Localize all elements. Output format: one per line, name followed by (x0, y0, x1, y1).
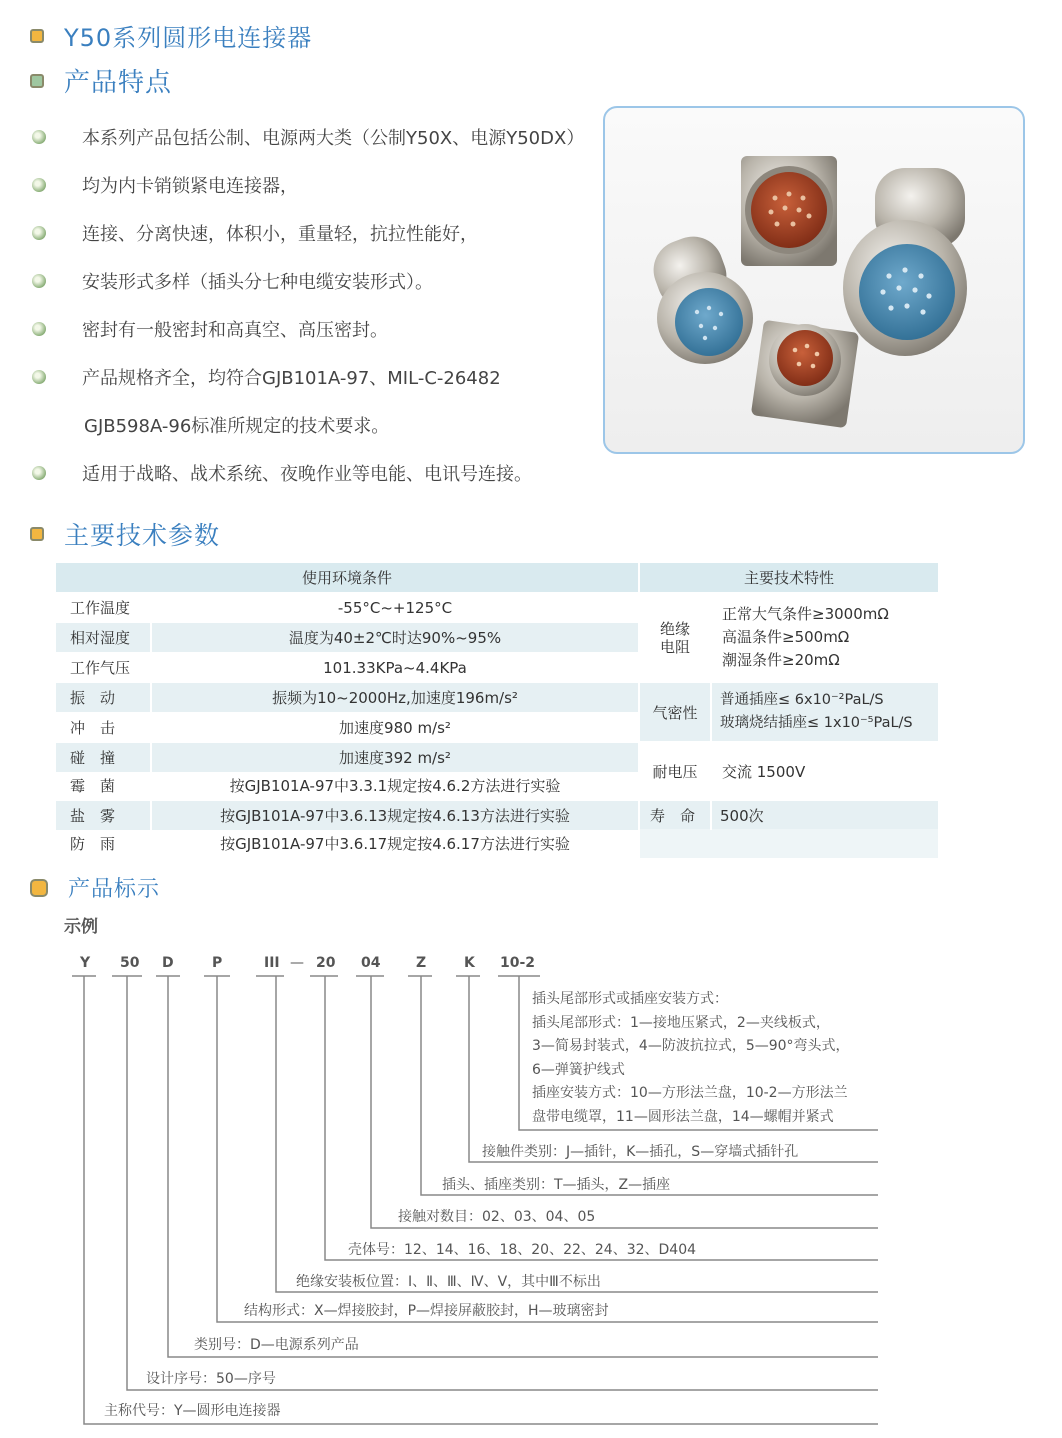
env-label: 振 动 (56, 683, 150, 712)
env-value: 加速度392 m/s² (152, 743, 638, 772)
env-label: 碰 撞 (56, 743, 150, 772)
feature-item: 密封有一般密封和高真空、高压密封。 (32, 316, 388, 342)
description-line: 绝缘安装板位置：Ⅰ、Ⅱ、Ⅲ、Ⅳ、Ⅴ，其中Ⅲ不标出 (296, 1274, 601, 1290)
feature-item: 产品规格齐全，均符合GJB101A-97、MIL-C-26482 (32, 364, 501, 390)
example-label: 示例 (64, 917, 98, 937)
designation-heading: 产品标示 (68, 877, 161, 902)
env-label: 防 雨 (70, 835, 116, 853)
code-item: 10-2 (500, 955, 536, 971)
code-item: Y (80, 955, 91, 971)
code-item: Z (416, 955, 427, 971)
feature-item: 均为内卡销锁紧电连接器， (32, 172, 298, 198)
feature-item: 安装形式多样（插头分七种电缆安装形式）。 (32, 268, 433, 294)
insulation-line: 潮湿条件≥20mΩ (722, 651, 840, 669)
env-value: 按GJB101A-97中3.3.1规定按4.6.2方法进行实验 (229, 777, 561, 795)
description-line: 接触件类别：J—插针，K—插孔，S—穿墙式插针孔 (482, 1144, 799, 1160)
life-value: 500次 (712, 801, 938, 830)
page-title: Y50系列圆形电连接器 (64, 24, 313, 52)
description-line: 插头、插座类别：T—插头，Z—插座 (442, 1177, 671, 1193)
feature-item: 适用于战略、战术系统、夜晚作业等电能、电讯号连接。 (32, 460, 532, 486)
code-item: K (464, 955, 475, 971)
description-line: 主称代号：Y—圆形电连接器 (104, 1403, 281, 1419)
code-item: D (162, 955, 174, 971)
env-value: 按GJB101A-97中3.6.17规定按4.6.17方法进行实验 (220, 835, 570, 853)
code-item: III (264, 955, 280, 971)
feature-item-continuation: GJB598A-96标准所规定的技术要求。 (84, 416, 390, 437)
description-line: 设计序号：50—序号 (146, 1371, 276, 1387)
airtight-line: 普通插座≤ 6x10⁻²PaL/S (720, 692, 884, 708)
env-label: 工作气压 (70, 659, 131, 677)
tech-header: 主要技术特性 (640, 563, 938, 592)
env-value: 振频为10~2000Hz,加速度196m/s² (152, 683, 638, 712)
env-label: 冲 击 (70, 719, 116, 737)
env-label: 盐 雾 (56, 801, 150, 830)
code-dash: — (290, 955, 304, 971)
code-item: 20 (316, 955, 336, 971)
tail-description: 插头尾部形式或插座安装方式： 插头尾部形式：1—接地压紧式，2—夹线板式， 3—简易封装式，4—防波抗拉式，5—90°弯头式， 6—弹簧护线式 插座安装方式：10—方形法兰盘，10-2—方形法兰 盘带电缆罩，11—圆形法兰盘，14—螺帽并紧式 (532, 991, 850, 1125)
insulation-line: 正常大气条件≥3000mΩ (722, 605, 889, 623)
specs-heading: 主要技术参数 (64, 521, 221, 550)
feature-item: 连接、分离快速，体积小，重量轻，抗拉性能好， (32, 220, 478, 246)
features-heading: 产品特点 (64, 68, 173, 98)
insulation-label: 绝缘电阻 (659, 619, 690, 656)
env-value: 101.33KPa~4.4KPa (323, 658, 467, 677)
env-value: -55°C~+125°C (337, 598, 453, 617)
code-item: P (212, 955, 223, 971)
description-line: 壳体号：12、14、16、18、20、22、24、32、D404 (348, 1242, 697, 1258)
env-header: 使用环境条件 (56, 563, 638, 592)
description-line: 结构形式：X—焊接胶封，P—焊接屏蔽胶封，H—玻璃密封 (244, 1303, 609, 1319)
feature-item: 本系列产品包括公制、电源两大类（公制Y50X、电源Y50DX） (32, 124, 584, 150)
env-label: 相对湿度 (56, 623, 150, 652)
env-value: 加速度980 m/s² (339, 719, 451, 737)
airtight-line: 玻璃烧结插座≤ 1x10⁻⁵PaL/S (720, 715, 913, 731)
code-item: 04 (361, 955, 381, 971)
description-line: 类别号：D—电源系列产品 (194, 1337, 359, 1353)
env-label: 工作温度 (70, 599, 131, 617)
env-value: 温度为40±2℃时达90%~95% (152, 623, 638, 652)
voltage-value: 交流 1500V (722, 763, 806, 781)
description-line: 接触对数目：02、03、04、05 (398, 1209, 596, 1225)
life-label: 寿 命 (640, 801, 710, 830)
env-value: 按GJB101A-97中3.6.13规定按4.6.13方法进行实验 (152, 801, 638, 830)
insulation-line: 高温条件≥500mΩ (722, 628, 850, 646)
airtight-label: 气密性 (640, 683, 710, 741)
voltage-label: 耐电压 (652, 763, 698, 781)
env-label: 霉 菌 (70, 777, 116, 795)
code-item: 50 (120, 955, 140, 971)
